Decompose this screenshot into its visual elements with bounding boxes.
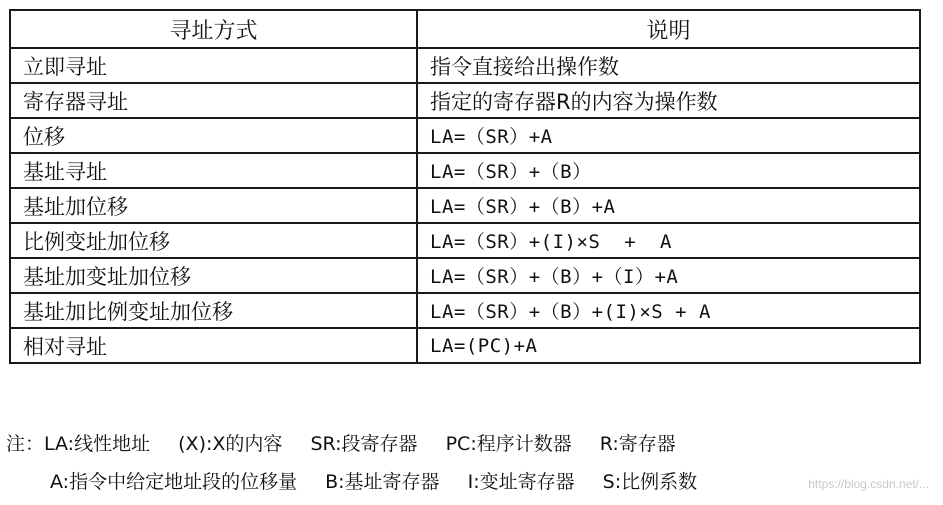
note-item: 注：LA:线性地址 xyxy=(6,433,151,455)
desc-cell: LA=(PC)+A xyxy=(417,328,920,363)
mode-cell: 基址加比例变址加位移 xyxy=(10,293,417,328)
note-item: PC:程序计数器 xyxy=(445,433,572,455)
note-item: R:寄存器 xyxy=(599,433,676,455)
desc-cell: LA=（SR）+A xyxy=(417,118,920,153)
note-item: (X):X的内容 xyxy=(178,433,283,455)
desc-cell: 指令直接给出操作数 xyxy=(417,48,920,83)
notes-legend xyxy=(6,425,936,501)
desc-cell: LA=（SR）+（B）+A xyxy=(417,188,920,223)
desc-cell: LA=（SR）+（B）+(I)×S + A xyxy=(417,293,920,328)
addressing-table-container xyxy=(9,9,919,364)
table-row xyxy=(10,83,920,118)
mode-cell: 寄存器寻址 xyxy=(10,83,417,118)
table-header-row xyxy=(10,10,920,48)
desc-cell: LA=（SR）+（B）+（I）+A xyxy=(417,258,920,293)
table-row xyxy=(10,188,920,223)
note-item: I:变址寄存器 xyxy=(467,471,575,493)
desc-cell: LA=（SR）+(I)×S + A xyxy=(417,223,920,258)
table-row xyxy=(10,48,920,83)
table-row xyxy=(10,223,920,258)
notes-line-1 xyxy=(6,425,936,463)
mode-cell: 立即寻址 xyxy=(10,48,417,83)
table-row xyxy=(10,118,920,153)
desc-cell: LA=（SR）+（B） xyxy=(417,153,920,188)
note-item: SR:段寄存器 xyxy=(310,433,418,455)
watermark: https://blog.csdn.net/... xyxy=(808,477,929,491)
table-row xyxy=(10,328,920,363)
table-row xyxy=(10,293,920,328)
mode-cell: 基址寻址 xyxy=(10,153,417,188)
mode-cell: 相对寻址 xyxy=(10,328,417,363)
note-item: A:指令中给定地址段的位移量 xyxy=(50,471,298,493)
mode-cell: 基址加位移 xyxy=(10,188,417,223)
mode-cell: 基址加变址加位移 xyxy=(10,258,417,293)
header-mode: 寻址方式 xyxy=(10,10,417,48)
addressing-modes-table xyxy=(9,9,921,364)
note-item: S:比例系数 xyxy=(602,471,698,493)
desc-cell: 指定的寄存器R的内容为操作数 xyxy=(417,83,920,118)
table-row xyxy=(10,153,920,188)
note-item: B:基址寄存器 xyxy=(325,471,440,493)
mode-cell: 比例变址加位移 xyxy=(10,223,417,258)
notes-line-2 xyxy=(6,463,936,501)
table-row xyxy=(10,258,920,293)
header-desc: 说明 xyxy=(417,10,920,48)
mode-cell: 位移 xyxy=(10,118,417,153)
